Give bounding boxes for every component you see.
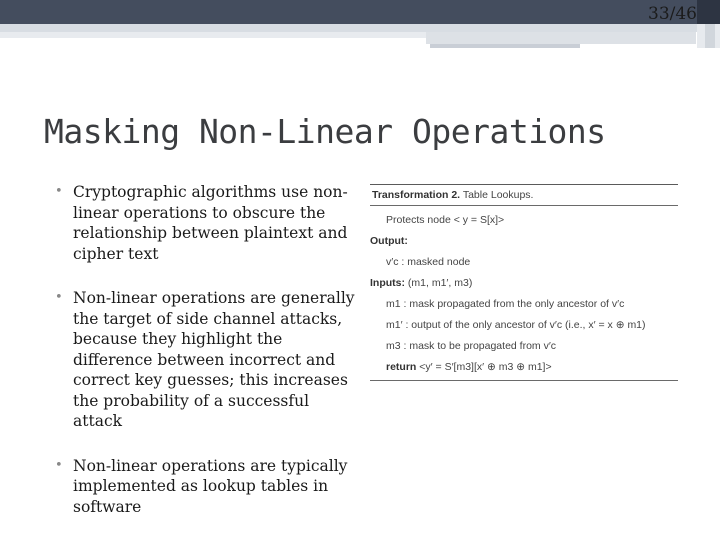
algorithm-bottom-rule [370,380,678,381]
algorithm-output-value: v′c : masked node [386,256,471,268]
algorithm-inputs [370,273,678,294]
bullet-item: • Non-linear operations are generally the target of side channel attacks, because they highlight the difference between incorrect and correct key guesses; this increases the probability of a successful attack [55,288,355,432]
bullet-list [55,182,355,517]
algorithm-m1-prime: m1′ : output of the only ancestor of v′c (i.e., x′ = x ⊕ m1) [386,319,646,331]
header-stripe [0,24,697,32]
algorithm-protects: Protects node < y = S[x]> [386,214,505,226]
algorithm-name: Table Lookups. [462,189,534,201]
header-edge [705,24,715,48]
bullet-item: • Cryptographic algorithms use non-linear operations to obscure the relationship between plaintext and cipher text [55,182,355,264]
header-stripe [430,44,580,48]
algorithm-return-label: return [386,361,417,373]
page-number: 33/46 [648,4,697,24]
slide-title: Masking Non-Linear Operations [44,112,606,151]
bullet-item: • Non-linear operations are typically implemented as lookup tables in software [55,456,355,518]
algorithm-header [370,184,678,206]
algorithm-inputs-value: (m1, m1′, m3) [407,277,473,289]
algorithm-box [370,184,678,381]
algorithm-m3: m3 : mask to be propagated from v′c [386,340,557,352]
algorithm-label: Transformation 2. [372,189,461,201]
header-stripe [426,32,696,44]
algorithm-return [370,357,678,378]
algorithm-output-label: Output: [370,235,408,247]
header-bar-corner [697,0,720,24]
algorithm-m1: m1 : mask propagated from the only ancestor of v′c [386,298,625,310]
algorithm-inputs-label: Inputs: [370,277,405,289]
header-stripe [0,32,426,38]
algorithm-return-value: <y′ = S′[m3][x′ ⊕ m3 ⊕ m1]> [419,361,552,373]
header-bar [0,0,697,24]
